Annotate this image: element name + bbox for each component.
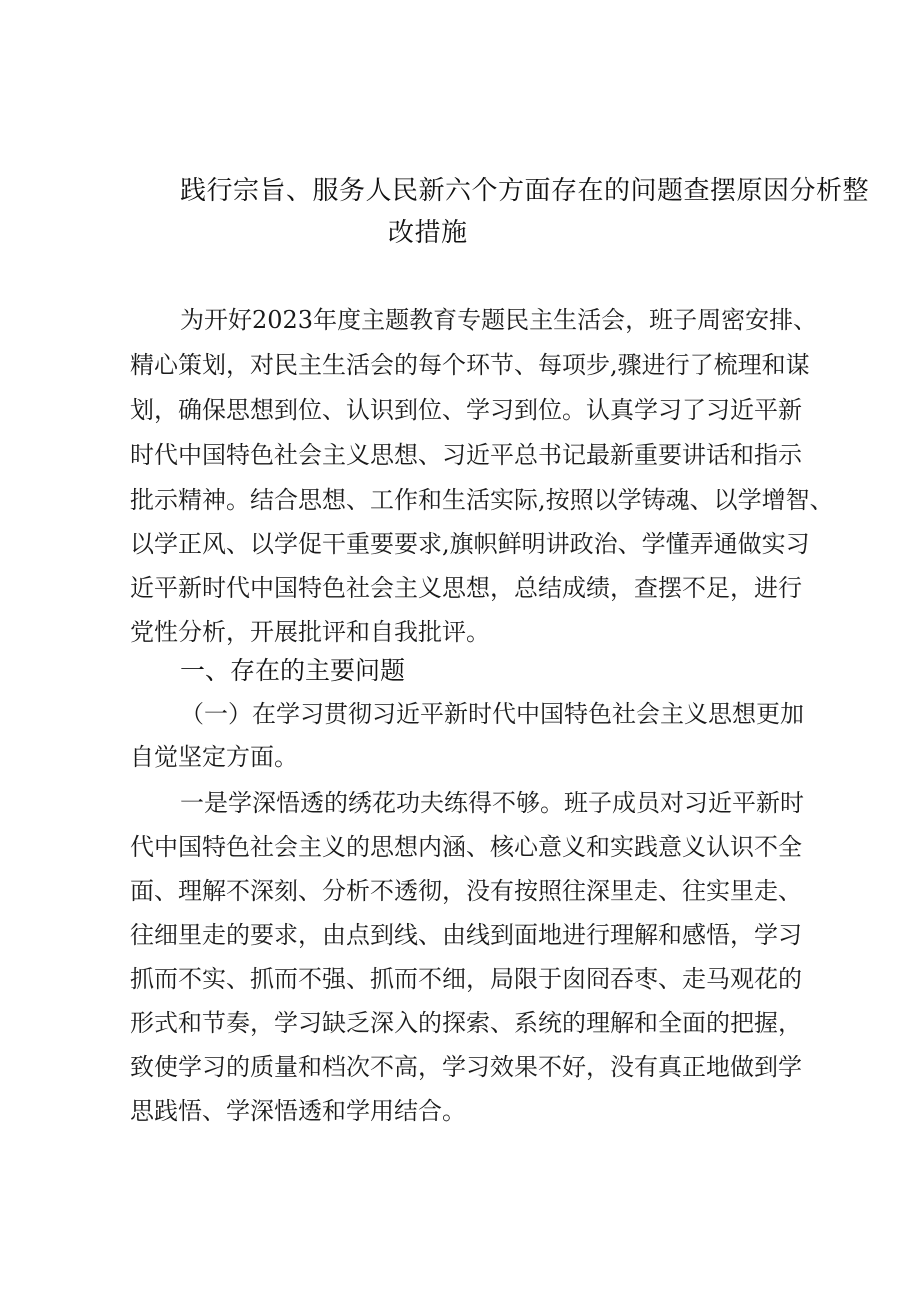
intro-line: 批示精神。结合思想、工作和生活实际,按照以学铸魂、以学增智、 bbox=[130, 486, 834, 514]
body-line: 思践悟、学深悟透和学用结合。 bbox=[130, 1097, 466, 1125]
intro-line: 党性分析，开展批评和自我批评。 bbox=[130, 618, 490, 646]
subsection-line: 自觉坚定方面。 bbox=[130, 743, 298, 771]
body-line: 致使学习的质量和档次不高，学习效果不好，没有真正地做到学 bbox=[130, 1053, 802, 1081]
body-line: 往细里走的要求，由点到线、由线到面地进行理解和感悟，学习 bbox=[130, 921, 802, 949]
intro-line: 时代中国特色社会主义思想、习近平总书记最新重要讲话和指示 bbox=[130, 441, 802, 469]
intro-line: 为开好2023年度主题教育专题民主生活会，班子周密安排、 bbox=[180, 306, 818, 334]
body-line: 一是学深悟透的绣花功夫练得不够。班子成员对习近平新时 bbox=[180, 789, 804, 817]
section-heading: 一、存在的主要问题 bbox=[180, 656, 406, 685]
intro-line: 以学正风、以学促干重要要求,旗帜鲜明讲政治、学懂弄通做实习 bbox=[130, 530, 810, 558]
intro-line: 划，确保思想到位、认识到位、学习到位。认真学习了习近平新 bbox=[130, 396, 802, 424]
body-line: 形式和节奏，学习缺乏深入的探索、系统的理解和全面的把握， bbox=[130, 1009, 802, 1037]
body-line: 面、理解不深刻、分析不透彻，没有按照往深里走、往实里走、 bbox=[130, 877, 802, 905]
body-line: 代中国特色社会主义的思想内涵、核心意义和实践意义认识不全 bbox=[130, 833, 802, 861]
document-title-line-1: 践行宗旨、服务人民新六个方面存在的问题查摆原因分析整 bbox=[180, 176, 870, 206]
subsection-line: （一）在学习贯彻习近平新时代中国特色社会主义思想更加 bbox=[180, 700, 804, 728]
intro-line: 精心策划，对民主生活会的每个环节、每项步,骤进行了梳理和谋 bbox=[130, 351, 810, 379]
intro-line: 近平新时代中国特色社会主义思想，总结成绩，查摆不足，进行 bbox=[130, 574, 802, 602]
document-title-line-2: 改措施 bbox=[388, 218, 468, 248]
body-line: 抓而不实、抓而不强、抓而不细，局限于囱冏吞枣、走马观花的 bbox=[130, 965, 802, 993]
